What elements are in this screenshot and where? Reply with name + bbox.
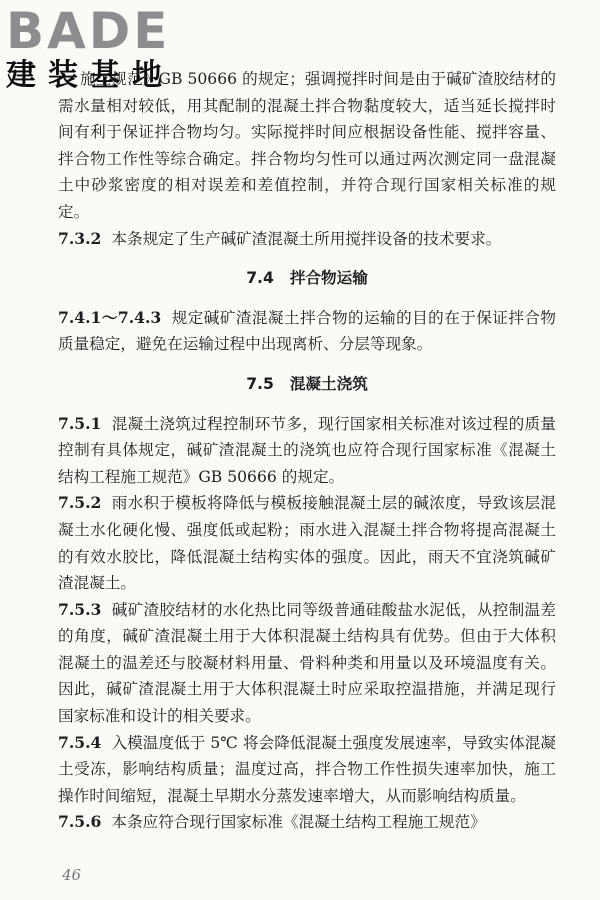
clause-7-5-6: [58, 809, 556, 836]
section-title: 拌合物运输: [289, 269, 368, 288]
paragraph-continued: 施工规范》GB 50666 的规定；强调搅拌时间是由于碱矿渣胶结材的需水量相对较低，用其配制的混凝土拌合物黏度较大，适当延长搅拌时间有利于保证拌合物均匀。实际搅拌时间应根据设备性能、搅拌容量、拌合物工作性等综合确定。拌合物均匀性可以通过两次测定同一盘混凝土中砂浆密度的相对误差和差值控制，并符合现行国家相关标准的规定。: [58, 70, 556, 221]
clause-number: 7.5.3: [58, 599, 102, 619]
clause-7-5-4: [58, 730, 556, 810]
logo-subtitle: 建装基地: [6, 58, 174, 93]
clause-7-5-2: [58, 490, 556, 596]
clause-7-3-2: [58, 226, 556, 253]
section-heading-7-5: [58, 371, 556, 398]
clause-text: 雨水积于模板将降低与模板接触混凝土层的碱浓度，导致该层混凝土水化硬化慢、强度低或起粉；雨水进入混凝土拌合物将提高混凝土的有效水胶比，降低混凝土结构实体的强度。因此，雨天不宜浇筑碱矿渣混凝土。: [58, 494, 556, 593]
logo-wordmark: BADE: [6, 2, 171, 60]
page-number: 46: [62, 866, 82, 884]
clause-text: 本条应符合现行国家标准《混凝土结构工程施工规范》: [111, 813, 486, 832]
clause-text: 碱矿渣胶结材的水化热比同等级普通硅酸盐水泥低，从控制温差的角度，碱矿渣混凝土用于大体积混凝土结构具有优势。但由于大体积混凝土的温差还与胶凝材料用量、骨料种类和用量以及环境温度有关。因此，碱矿渣混凝土用于大体积混凝土时应采取控温措施，并满足现行国家标准和设计的相关要求。: [58, 600, 556, 726]
clause-text: 混凝土浇筑过程控制环节多，现行国家相关标准对该过程的质量控制有具体规定，碱矿渣混凝土的浇筑也应符合现行国家标准《混凝土结构工程施工规范》GB 50666 的规定。: [58, 414, 556, 486]
clause-text: 规定碱矿渣混凝土拌合物的运输的目的在于保证拌合物质量稳定，避免在运输过程中出现离析、分层等现象。: [58, 308, 556, 354]
clause-text: 本条规定了生产碱矿渣混凝土所用搅拌设备的技术要求。: [111, 229, 502, 248]
section-title: 混凝土浇筑: [289, 374, 368, 393]
section-number: 7.5: [246, 374, 274, 393]
clause-7-5-3: [58, 597, 556, 730]
clause-number: 7.5.2: [58, 493, 102, 513]
clause-number: 7.5.1: [58, 413, 102, 433]
clause-number: 7.5.4: [58, 732, 102, 752]
clause-number: 7.3.2: [58, 228, 102, 248]
section-number: 7.4: [246, 269, 274, 288]
clause-number: 7.5.6: [58, 812, 102, 832]
clause-7-5-1: [58, 411, 556, 491]
page-body: [58, 66, 556, 836]
clause-text: 入模温度低于 5℃ 将会降低混凝土强度发展速率，导致实体混凝土受冻，影响结构质量；温度过高，拌合物工作性损失速率加快，施工操作时间缩短，混凝土早期水分蒸发速率增大，从而影响结构质量。: [58, 733, 556, 805]
section-heading-7-4: [58, 265, 556, 292]
clause-number: 7.4.1～7.4.3: [58, 307, 162, 327]
clause-7-4-1: [58, 305, 556, 358]
